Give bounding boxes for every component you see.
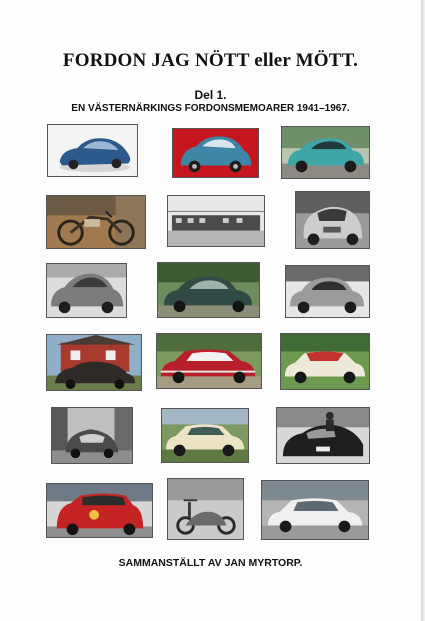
cover-subtitle: EN VÄSTERNÄRKINGS FORDONSMEMOARER 1941–1967. — [71, 103, 350, 114]
photo-train — [167, 195, 265, 247]
photo-grey-car-front — [295, 191, 370, 249]
photo-red-mini — [46, 483, 153, 538]
page-edge-shadow — [421, 0, 425, 621]
photo-car-red-house — [46, 334, 142, 391]
photo-white-sedan — [261, 480, 369, 540]
photo-scooter — [167, 478, 244, 540]
photo-grey-car-snow — [46, 263, 127, 318]
photo-red-white-sedan — [156, 333, 262, 389]
cover-author: SAMMANSTÄLLT AV JAN MYRTORP. — [118, 557, 303, 569]
photo-grey-sedan — [285, 265, 370, 318]
cover-part: Del 1. — [194, 88, 227, 102]
photo-blue-toy-car — [47, 124, 138, 177]
photo-cream-green-car — [161, 408, 249, 463]
photo-moped — [46, 195, 146, 249]
photo-teal-sedan — [281, 126, 370, 179]
cover-title: FORDON JAG NÖTT eller MÖTT. — [62, 50, 359, 71]
photo-blue-car-red-bg — [172, 128, 259, 178]
photo-dark-green-sedan — [157, 262, 260, 318]
photo-white-car-red-roof — [280, 333, 370, 390]
photo-man-black-car — [276, 407, 370, 464]
photo-old-beetle — [51, 407, 133, 464]
